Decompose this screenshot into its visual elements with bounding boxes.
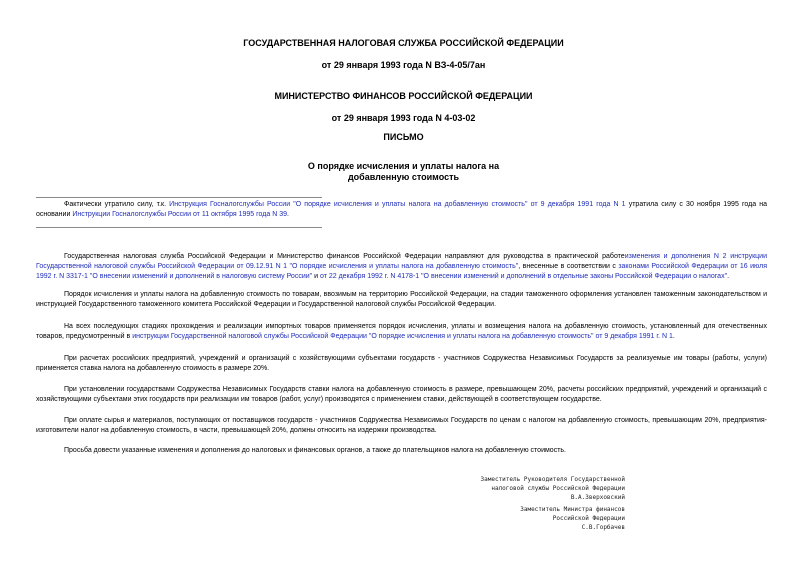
- paragraph-1-text-4: .: [727, 273, 730, 280]
- paragraph-3-text-1: На всех последующих стадиях прохождения и реализации импортных товаров применяется порядок исчисления, уплаты и возмещения налога на добавленную стоимость, установленный для отечественных товаров, предусмотренный в: [36, 323, 767, 340]
- signature-name: В.А.Зверховский: [570, 494, 625, 501]
- paragraph-1-link-amendments[interactable]: изменения и дополнения N 2 инструкции Государственной налоговой службы Российской Федерации от 09.12.91 N 1 "О порядке исчисления и уплаты налога на добавленную стоимость": [36, 253, 767, 270]
- status-note-top-divider: [36, 197, 322, 198]
- agency-title-finance-ministry: МИНИСТЕРСТВО ФИНАНСОВ РОССИЙСКОЙ ФЕДЕРАЦИИ: [274, 91, 533, 101]
- signature-name: С.В.Горбачев: [581, 524, 625, 531]
- document-subject-line-1: О порядке исчисления и уплаты налога на: [307, 161, 500, 171]
- paragraph-1: [36, 252, 767, 282]
- status-note-text-1: Фактически утратило силу, т.к.: [64, 201, 170, 208]
- status-note-text-2: утратила силу с 30 ноября 1995 года на основании: [36, 201, 767, 218]
- paragraph-1-text-2: , внесенные в соответствии с: [518, 263, 619, 270]
- paragraph-1-link-law-4178-1[interactable]: от 22 декабря 1992 г. N 4178-1 "О внесении изменений и дополнений в отдельные законы Российской Федерации о налогах": [319, 273, 728, 280]
- agency-title-tax-service: ГОСУДАРСТВЕННАЯ НАЛОГОВАЯ СЛУЖБА РОССИЙСКОЙ ФЕДЕРАЦИИ: [243, 38, 564, 48]
- paragraph-3-link-instruction[interactable]: инструкции Государственной налоговой службы Российской Федерации "О порядке исчисления и уплаты налога на добавленную стоимость" от 9 декабря 1991 г. N 1: [132, 333, 673, 340]
- tax-service-letter-date: от 29 января 1993 года N ВЗ-4-05/7ан: [321, 60, 486, 70]
- signature-title: Заместитель Министра финансов: [520, 506, 625, 513]
- paragraph-3: [36, 322, 767, 342]
- status-note-bottom-divider: [36, 227, 322, 228]
- paragraph-5: При установлении государствами Содружества Независимых Государств ставки налога на добавленную стоимость в размере, превышающем 20%, расчеты российских предприятий, учреждений и организаций с хозяйствующими субъектами этих государств при реализации им товаров (работ, услуг) производятся с применением ставки, действующей в соответствующем государстве.: [36, 386, 767, 403]
- signature-organization: налоговой службы Российской Федерации: [491, 485, 625, 492]
- signature-organization: Российской Федерации: [552, 515, 625, 522]
- paragraph-7: Просьба довести указанные изменения и дополнения до налоговых и финансовых органов, а также до плательщиков налога на добавленную стоимость.: [64, 447, 566, 454]
- paragraph-1-text-1: Государственная налоговая служба Российской Федерации и Министерство финансов Российской Федерации направляют для руководства в практической работе: [64, 253, 625, 260]
- paragraph-1-link-law-3317-1[interactable]: законами Российской Федерации от 16 июля 1992 г. N 3317-1 "О внесении изменений и дополнений в налоговую систему России": [36, 263, 767, 280]
- paragraph-2: Порядок исчисления и уплаты налога на добавленную стоимость по товарам, ввозимым на территорию Российской Федерации, на стадии таможенного оформления установлен таможенным законодательством и инструкцией Государственного таможенного комитета Российской Федерации и Государственной налоговой службы Российской Федерации.: [36, 291, 767, 308]
- document-subject-line-2: добавленную стоимость: [347, 172, 460, 182]
- paragraph-6: При оплате сырья и материалов, поступающих от поставщиков государств - участников Содружества Независимых Государств по ценам с налогом на добавленную стоимость, превышающим 20%, предприятия-изготовители налог на добавленную стоимость, в части, превышающей 20%, должны относить на издержки производства.: [36, 417, 767, 434]
- signature-block-tax-service: [481, 475, 626, 502]
- status-note-link-instruction-1[interactable]: Инструкция Госналогслужбы России "О порядке исчисления и уплаты налога на добавленную стоимость" от 9 декабря 1991 года N 1: [169, 201, 626, 208]
- paragraph-1-text-3: и: [312, 273, 320, 280]
- status-note-link-instruction-39[interactable]: Инструкции Госналогслужбы России от 11 октября 1995 года N 39: [72, 211, 287, 218]
- status-note: [36, 200, 767, 220]
- document-subject: [300, 161, 507, 183]
- status-note-text-3: .: [287, 211, 289, 218]
- document-type: ПИСЬМО: [383, 132, 424, 142]
- signature-title: Заместитель Руководителя Государственной: [480, 476, 625, 483]
- signature-block-finance-ministry: [520, 505, 625, 532]
- paragraph-3-text-2: .: [672, 333, 675, 340]
- paragraph-4: При расчетах российских предприятий, учреждений и организаций с хозяйствующими субъектами государств - участников Содружества Независимых Государств за реализуемые им товары (работы, услуги) применяется ставка налога на добавленную стоимость в размере 20%.: [36, 355, 767, 372]
- finance-ministry-letter-date: от 29 января 1993 года N 4-03-02: [331, 113, 476, 123]
